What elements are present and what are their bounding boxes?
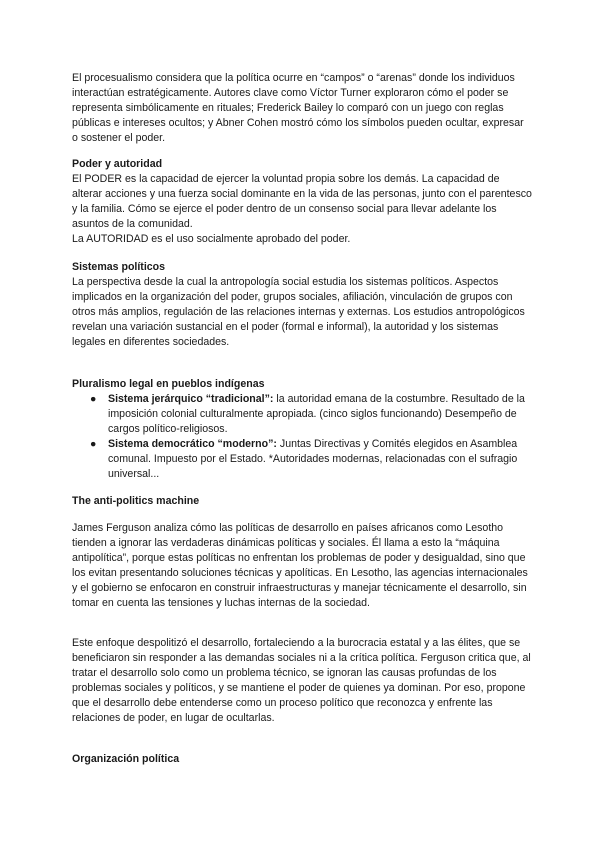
list-item bbox=[72, 437, 532, 482]
section-sistemas-politicos bbox=[72, 260, 532, 350]
section-heading: The anti-politics machine bbox=[72, 495, 200, 507]
section-pluralismo-legal bbox=[72, 377, 532, 482]
bullet-icon: ● bbox=[90, 438, 97, 450]
bullet-list bbox=[72, 392, 532, 482]
bullet-icon: ● bbox=[90, 393, 97, 405]
list-item-text: Juntas Directivas y Comités elegidos en Asamblea comunal. Impuesto por el Estado. *Autoridades modernas, relacionadas con el sufragio universal... bbox=[108, 438, 518, 480]
section-heading: Poder y autoridad bbox=[72, 158, 163, 170]
paragraph: James Ferguson analiza cómo las políticas de desarrollo en países africanos como Lesotho tienden a ignorar las verdaderas dinámicas políticas y sociales. Él llama a esto la “máquina antipolítica”, porque estas políticas no enfrentan los problemas de poder y desigualdad, sino que los evitan presentando soluciones técnicas y apolíticas. En Lesotho, las agencias internacionales y el gobierno se enfocaron en construir infraestructuras y manejar técnicamente el desarrollo, sin tomar en cuenta las tensiones y luchas internas de la sociedad. bbox=[72, 522, 528, 609]
section-poder-autoridad bbox=[72, 157, 532, 247]
intro-paragraph: El procesualismo considera que la política ocurre en “campos” o “arenas” donde los individuos interactúan estratégicamente. Autores clave como Víctor Turner exploraron cómo el poder se representa simbólicamente en rituales; Frederick Bailey lo comparó con un juego con reglas públicas e intereses ocultos; y Abner Cohen mostró cómo los símbolos pueden ocultar, expresar o sostener el poder. bbox=[72, 72, 524, 144]
section-heading: Sistemas políticos bbox=[72, 261, 166, 273]
paragraph: El PODER es la capacidad de ejercer la voluntad propia sobre los demás. La capacidad de alterar acciones y una fuerza social dominante en la vida de las personas, junto con el parentesco y la familia. Cómo se ejerce el poder dentro de un consenso social para llevar adelante los asuntos de la comunidad. bbox=[72, 173, 532, 230]
paragraph: Este enfoque despolitizó el desarrollo, fortaleciendo a la burocracia estatal y a las élites, que se beneficiaron sin responder a las demandas sociales ni a la crítica política. Ferguson critica que, al tratar el desarrollo solo como un problema técnico, se ignoran las causas profundas de los problemas sociales y políticos, y se mantiene el poder de quienes ya dominan. Por eso, propone que el desarrollo debe entenderse como un proceso político que reconozca y enfrente las relaciones de poder, en lugar de ocultarlas. bbox=[72, 637, 531, 724]
list-item bbox=[72, 392, 532, 437]
paragraph: La AUTORIDAD es el uso socialmente aprobado del poder. bbox=[72, 233, 351, 245]
section-heading: Organización política bbox=[72, 753, 180, 765]
list-item-text: la autoridad emana de la costumbre. Resultado de la imposición colonial culturalmente apropiada. (cinco siglos funcionando) Desempeño de cargos político-religiosos. bbox=[108, 393, 525, 435]
section-anti-politics-machine bbox=[72, 494, 532, 509]
section-heading: Pluralismo legal en pueblos indígenas bbox=[72, 378, 265, 390]
list-item-term: Sistema jerárquico “tradicional”: bbox=[108, 393, 274, 405]
paragraph: La perspectiva desde la cual la antropología social estudia los sistemas políticos. Aspectos implicados en la organización del poder, grupos sociales, afiliación, vinculación de grupos con otros más amplios, regulación de las relaciones internas y externas. Los estudios antropológicos revelan una variación sustancial en el poder (formal e informal), la autoridad y los sistemas legales en diferentes sociedades. bbox=[72, 276, 525, 348]
list-item-term: Sistema democrático “moderno”: bbox=[108, 438, 277, 450]
section-organizacion-politica bbox=[72, 752, 532, 767]
